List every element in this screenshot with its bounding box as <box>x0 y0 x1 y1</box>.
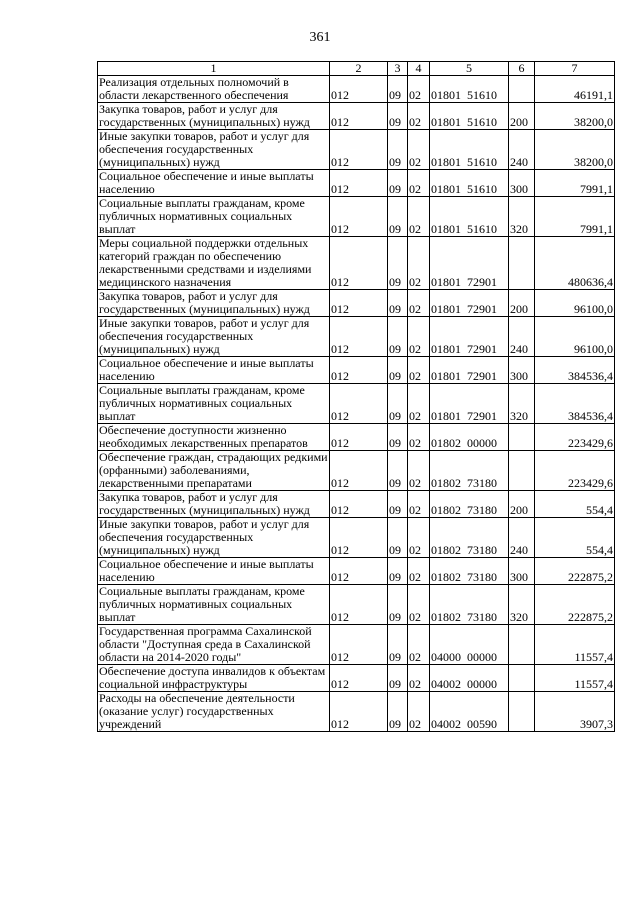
section-code-cell: 09 <box>388 518 408 558</box>
expense-type-cell: 200 <box>509 290 535 317</box>
expense-type-cell <box>509 451 535 491</box>
table-row <box>98 625 615 665</box>
expense-type-cell <box>509 692 535 732</box>
row-name-cell: Обеспечение доступности жизненно необходимых лекарственных препаратов <box>98 424 330 451</box>
admin-code-cell: 012 <box>330 130 388 170</box>
column-header: 5 <box>430 62 509 76</box>
table-row <box>98 491 615 518</box>
row-name-cell: Закупка товаров, работ и услуг для государственных (муниципальных) нужд <box>98 103 330 130</box>
expense-type-cell: 240 <box>509 130 535 170</box>
table-row <box>98 357 615 384</box>
expense-type-cell: 320 <box>509 585 535 625</box>
expense-type-cell <box>509 237 535 290</box>
amount-cell: 384536,4 <box>535 384 615 424</box>
subsection-code-cell: 02 <box>408 384 430 424</box>
amount-cell: 384536,4 <box>535 357 615 384</box>
table-row <box>98 76 615 103</box>
amount-cell: 38200,0 <box>535 103 615 130</box>
subsection-code-cell: 02 <box>408 317 430 357</box>
target-article-cell: 01802 73180 <box>430 585 509 625</box>
expense-type-cell <box>509 625 535 665</box>
table-row <box>98 585 615 625</box>
target-article-cell: 04000 00000 <box>430 625 509 665</box>
table-row <box>98 317 615 357</box>
admin-code-cell: 012 <box>330 491 388 518</box>
amount-cell: 223429,6 <box>535 451 615 491</box>
section-code-cell: 09 <box>388 665 408 692</box>
row-name-cell: Социальные выплаты гражданам, кроме публичных нормативных социальных выплат <box>98 197 330 237</box>
section-code-cell: 09 <box>388 290 408 317</box>
expense-type-cell <box>509 665 535 692</box>
subsection-code-cell: 02 <box>408 237 430 290</box>
amount-cell: 11557,4 <box>535 665 615 692</box>
row-name-cell: Расходы на обеспечение деятельности (оказание услуг) государственных учреждений <box>98 692 330 732</box>
target-article-cell: 04002 00590 <box>430 692 509 732</box>
row-name-cell: Меры социальной поддержки отдельных категорий граждан по обеспечению лекарственными средствами и изделиями медицинского назначения <box>98 237 330 290</box>
row-name-cell: Реализация отдельных полномочий в области лекарственного обеспечения <box>98 76 330 103</box>
target-article-cell: 01801 51610 <box>430 170 509 197</box>
section-code-cell: 09 <box>388 384 408 424</box>
target-article-cell: 01801 72901 <box>430 317 509 357</box>
admin-code-cell: 012 <box>330 665 388 692</box>
subsection-code-cell: 02 <box>408 491 430 518</box>
table-row <box>98 103 615 130</box>
row-name-cell: Иные закупки товаров, работ и услуг для обеспечения государственных (муниципальных) нужд <box>98 518 330 558</box>
section-code-cell: 09 <box>388 130 408 170</box>
target-article-cell: 01802 73180 <box>430 451 509 491</box>
row-name-cell: Закупка товаров, работ и услуг для государственных (муниципальных) нужд <box>98 290 330 317</box>
admin-code-cell: 012 <box>330 170 388 197</box>
target-article-cell: 01801 72901 <box>430 290 509 317</box>
amount-cell: 222875,2 <box>535 558 615 585</box>
section-code-cell: 09 <box>388 625 408 665</box>
amount-cell: 7991,1 <box>535 197 615 237</box>
table-header-row <box>98 62 615 76</box>
subsection-code-cell: 02 <box>408 424 430 451</box>
admin-code-cell: 012 <box>330 197 388 237</box>
expense-type-cell: 300 <box>509 357 535 384</box>
expense-type-cell: 320 <box>509 384 535 424</box>
admin-code-cell: 012 <box>330 103 388 130</box>
subsection-code-cell: 02 <box>408 585 430 625</box>
target-article-cell: 04002 00000 <box>430 665 509 692</box>
table-row <box>98 130 615 170</box>
subsection-code-cell: 02 <box>408 665 430 692</box>
subsection-code-cell: 02 <box>408 451 430 491</box>
target-article-cell: 01801 72901 <box>430 237 509 290</box>
section-code-cell: 09 <box>388 197 408 237</box>
row-name-cell: Социальные выплаты гражданам, кроме публичных нормативных социальных выплат <box>98 384 330 424</box>
amount-cell: 11557,4 <box>535 625 615 665</box>
subsection-code-cell: 02 <box>408 103 430 130</box>
table-row <box>98 384 615 424</box>
column-header: 4 <box>408 62 430 76</box>
amount-cell: 46191,1 <box>535 76 615 103</box>
page-number: 361 <box>309 30 331 45</box>
admin-code-cell: 012 <box>330 357 388 384</box>
expense-type-cell: 300 <box>509 170 535 197</box>
table-row <box>98 424 615 451</box>
subsection-code-cell: 02 <box>408 625 430 665</box>
admin-code-cell: 012 <box>330 237 388 290</box>
amount-cell: 222875,2 <box>535 585 615 625</box>
section-code-cell: 09 <box>388 170 408 197</box>
section-code-cell: 09 <box>388 317 408 357</box>
target-article-cell: 01801 51610 <box>430 130 509 170</box>
amount-cell: 3907,3 <box>535 692 615 732</box>
table-row <box>98 290 615 317</box>
table-row <box>98 518 615 558</box>
target-article-cell: 01802 73180 <box>430 558 509 585</box>
column-header: 7 <box>535 62 615 76</box>
amount-cell: 554,4 <box>535 518 615 558</box>
table-row <box>98 170 615 197</box>
table-row <box>98 237 615 290</box>
row-name-cell: Социальное обеспечение и иные выплаты населению <box>98 357 330 384</box>
column-header: 6 <box>509 62 535 76</box>
subsection-code-cell: 02 <box>408 130 430 170</box>
row-name-cell: Социальное обеспечение и иные выплаты населению <box>98 170 330 197</box>
table-row <box>98 558 615 585</box>
expense-type-cell <box>509 76 535 103</box>
amount-cell: 38200,0 <box>535 130 615 170</box>
section-code-cell: 09 <box>388 103 408 130</box>
section-code-cell: 09 <box>388 491 408 518</box>
row-name-cell: Социальные выплаты гражданам, кроме публичных нормативных социальных выплат <box>98 585 330 625</box>
expense-type-cell: 240 <box>509 518 535 558</box>
row-name-cell: Обеспечение доступа инвалидов к объектам социальной инфраструктуры <box>98 665 330 692</box>
expense-type-cell: 200 <box>509 103 535 130</box>
column-header: 2 <box>330 62 388 76</box>
admin-code-cell: 012 <box>330 76 388 103</box>
row-name-cell: Иные закупки товаров, работ и услуг для обеспечения государственных (муниципальных) нужд <box>98 130 330 170</box>
table-row <box>98 197 615 237</box>
admin-code-cell: 012 <box>330 317 388 357</box>
expense-type-cell: 200 <box>509 491 535 518</box>
expense-type-cell <box>509 424 535 451</box>
subsection-code-cell: 02 <box>408 170 430 197</box>
section-code-cell: 09 <box>388 585 408 625</box>
subsection-code-cell: 02 <box>408 692 430 732</box>
subsection-code-cell: 02 <box>408 357 430 384</box>
table-row <box>98 692 615 732</box>
subsection-code-cell: 02 <box>408 290 430 317</box>
row-name-cell: Закупка товаров, работ и услуг для государственных (муниципальных) нужд <box>98 491 330 518</box>
admin-code-cell: 012 <box>330 585 388 625</box>
section-code-cell: 09 <box>388 558 408 585</box>
target-article-cell: 01801 51610 <box>430 103 509 130</box>
row-name-cell: Социальное обеспечение и иные выплаты населению <box>98 558 330 585</box>
row-name-cell: Иные закупки товаров, работ и услуг для обеспечения государственных (муниципальных) нужд <box>98 317 330 357</box>
amount-cell: 96100,0 <box>535 290 615 317</box>
admin-code-cell: 012 <box>330 692 388 732</box>
admin-code-cell: 012 <box>330 384 388 424</box>
section-code-cell: 09 <box>388 76 408 103</box>
subsection-code-cell: 02 <box>408 197 430 237</box>
section-code-cell: 09 <box>388 451 408 491</box>
admin-code-cell: 012 <box>330 518 388 558</box>
target-article-cell: 01801 51610 <box>430 76 509 103</box>
subsection-code-cell: 02 <box>408 518 430 558</box>
amount-cell: 554,4 <box>535 491 615 518</box>
admin-code-cell: 012 <box>330 625 388 665</box>
amount-cell: 223429,6 <box>535 424 615 451</box>
section-code-cell: 09 <box>388 237 408 290</box>
target-article-cell: 01802 00000 <box>430 424 509 451</box>
section-code-cell: 09 <box>388 424 408 451</box>
amount-cell: 96100,0 <box>535 317 615 357</box>
target-article-cell: 01802 73180 <box>430 491 509 518</box>
column-header: 3 <box>388 62 408 76</box>
admin-code-cell: 012 <box>330 558 388 585</box>
table-row <box>98 665 615 692</box>
expense-type-cell: 320 <box>509 197 535 237</box>
section-code-cell: 09 <box>388 692 408 732</box>
expense-type-cell: 300 <box>509 558 535 585</box>
subsection-code-cell: 02 <box>408 76 430 103</box>
target-article-cell: 01802 73180 <box>430 518 509 558</box>
admin-code-cell: 012 <box>330 451 388 491</box>
table-row <box>98 451 615 491</box>
target-article-cell: 01801 72901 <box>430 384 509 424</box>
budget-table <box>97 61 615 732</box>
admin-code-cell: 012 <box>330 290 388 317</box>
target-article-cell: 01801 51610 <box>430 197 509 237</box>
row-name-cell: Государственная программа Сахалинской области "Доступная среда в Сахалинской области на 2014-2020 годы" <box>98 625 330 665</box>
section-code-cell: 09 <box>388 357 408 384</box>
column-header: 1 <box>98 62 330 76</box>
admin-code-cell: 012 <box>330 424 388 451</box>
expense-type-cell: 240 <box>509 317 535 357</box>
target-article-cell: 01801 72901 <box>430 357 509 384</box>
subsection-code-cell: 02 <box>408 558 430 585</box>
amount-cell: 7991,1 <box>535 170 615 197</box>
amount-cell: 480636,4 <box>535 237 615 290</box>
row-name-cell: Обеспечение граждан, страдающих редкими (орфанными) заболеваниями, лекарственными препаратами <box>99 450 328 490</box>
